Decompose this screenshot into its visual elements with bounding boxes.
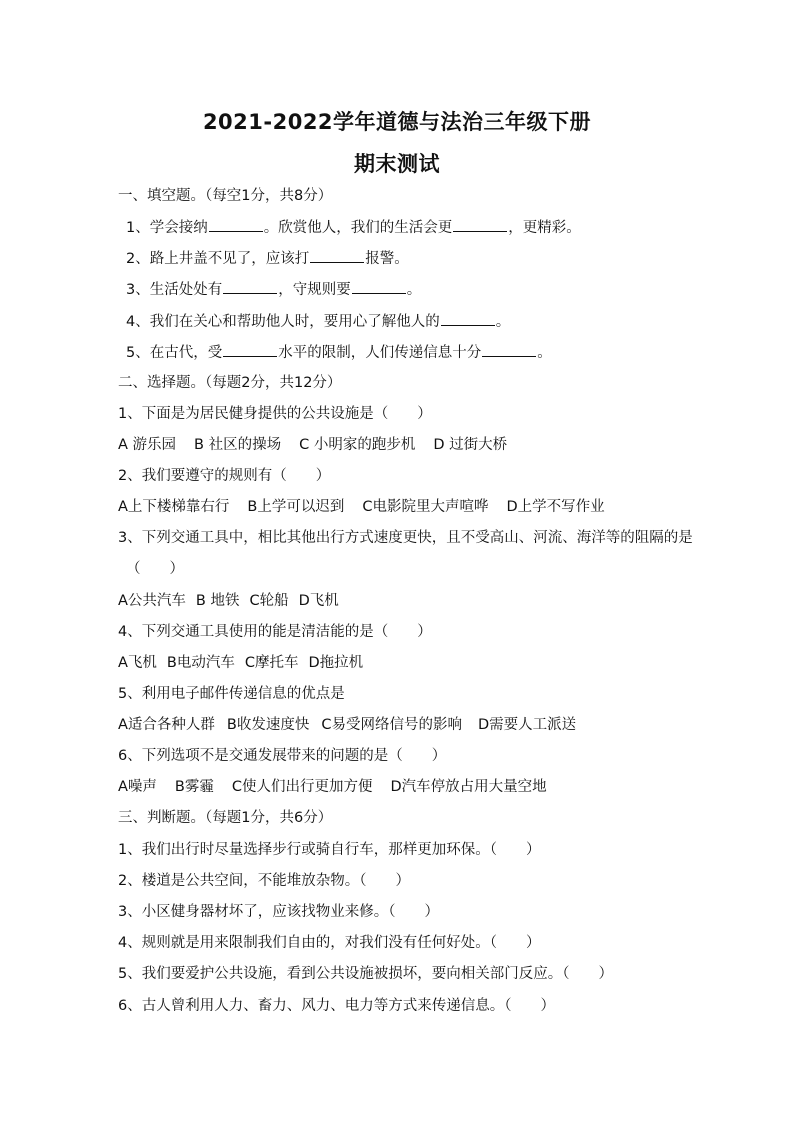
choice-question-3-cont: （ ） [126,561,184,577]
judge-item-1: 1、我们出行时尽量选择步行或骑自行车，那样更加环保。（ ） [118,842,541,858]
option: C电影院里大声喧哗 [362,499,489,515]
question-text: ，更精彩。 [508,220,581,236]
choice-question-1: 1、下面是为居民健身提供的公共设施是（ ） [118,406,432,422]
choice-question-4: 4、下列交通工具使用的能是清洁能的是（ ） [118,624,432,640]
question-text: 2、路上井盖不见了，应该打 [126,251,310,267]
question-text: 水平的限制，人们传递信息十分 [278,345,482,361]
option: B 社区的操场 [194,437,282,453]
answer-blank [453,217,507,232]
choice-options-1 [118,435,714,455]
fill-question-1 [126,217,714,238]
option: B上学可以迟到 [247,499,345,515]
page-subtitle: 期末测试 [354,152,440,176]
option: D汽车停放占用大量空地 [390,779,547,795]
choice-section-heading: 二、选择题。（每题2分，共12分） [118,375,342,391]
option: B收发速度快 [226,717,310,733]
judge-item-2: 2、楼道是公共空间，不能堆放杂物。（ ） [118,873,410,889]
choice-question-3: 3、下列交通工具中，相比其他出行方式速度更快，且不受高山、河流、海洋等的阻隔的是 [118,530,693,546]
option: D拖拉机 [308,655,364,671]
option: D上学不写作业 [506,499,605,515]
question-text: 。 [406,282,422,298]
judge-section-heading: 三、判断题。（每题1分，共6分） [118,810,333,826]
fill-question-5 [126,342,714,363]
choice-options-6 [118,777,714,797]
option: A 游乐园 [118,437,177,453]
choice-question-6: 6、下列选项不是交通发展带来的问题的是（ ） [118,748,447,764]
question-text: 。欣赏他人，我们的生活会更 [263,220,453,236]
question-text: 4、我们在关心和帮助他人时，要用心了解他人的 [126,314,440,330]
answer-blank [223,342,277,357]
judge-item-5: 5、我们要爱护公共设施，看到公共设施被损坏，要向相关部门反应。（ ） [118,966,613,982]
option: A适合各种人群 [118,717,215,733]
question-text: ，守规则要 [278,282,351,298]
question-text: 。 [495,314,511,330]
judge-item-3: 3、小区健身器材坏了，应该找物业来修。（ ） [118,904,439,920]
choice-question-2: 2、我们要遵守的规则有（ ） [118,468,331,484]
page-title: 2021-2022学年道德与法治三年级下册 [202,110,592,134]
fill-question-4 [126,311,714,332]
answer-blank [209,217,263,232]
option: C易受网络信号的影响 [321,717,462,733]
choice-options-2 [118,497,714,517]
option: B 地铁 [195,593,240,609]
question-text: 。 [537,345,552,361]
answer-blank [310,248,364,263]
option: C摩托车 [244,655,299,671]
option: C使人们出行更加方便 [231,779,373,795]
option: D飞机 [298,593,339,609]
fill-question-3 [126,279,714,300]
answer-blank [441,311,495,326]
judge-item-6: 6、古人曾利用人力、畜力、风力、电力等方式来传递信息。（ ） [118,998,555,1014]
fill-section-heading: 一、填空题。（每空1分，共8分） [118,188,333,204]
option: C轮船 [249,593,289,609]
option: B电动汽车 [166,655,235,671]
option: A飞机 [118,655,157,671]
option: A噪声 [118,779,157,795]
option: B雾霾 [174,779,214,795]
option: A上下楼梯靠右行 [118,499,230,515]
fill-question-2 [126,248,714,269]
question-text: 5、在古代，受 [126,345,223,361]
answer-blank [352,279,406,294]
option: C 小明家的跑步机 [299,437,416,453]
answer-blank [223,279,277,294]
choice-question-5: 5、利用电子邮件传递信息的优点是 [118,686,345,702]
option: A公共汽车 [118,593,186,609]
question-text: 1、学会接纳 [126,220,208,236]
option: D需要人工派送 [478,717,577,733]
choice-options-3 [118,591,714,611]
choice-options-4 [118,653,714,673]
judge-item-4: 4、规则就是用来限制我们自由的，对我们没有任何好处。（ ） [118,935,541,951]
option: D 过街大桥 [433,437,508,453]
answer-blank [482,342,536,357]
choice-options-5 [118,715,714,735]
question-text: 报警。 [365,251,409,267]
question-text: 3、生活处处有 [126,282,223,298]
